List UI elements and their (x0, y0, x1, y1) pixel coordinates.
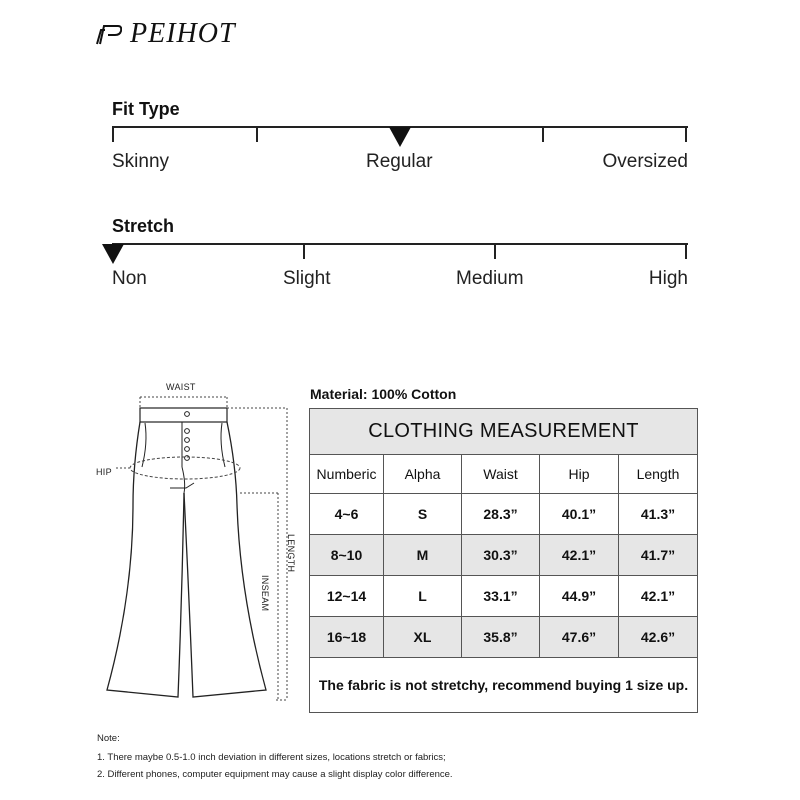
header-hip: Hip (540, 455, 619, 494)
hip-label: HIP (96, 467, 112, 477)
stretch-scale-line (112, 243, 688, 245)
stretch-tick (303, 243, 305, 259)
cell-waist: 30.3” (462, 535, 540, 576)
brand-name: PEIHOT (130, 18, 236, 49)
table-row (310, 535, 698, 576)
fit-type-label-regular: Regular (366, 151, 433, 172)
note-item: 2. Different phones, computer equipment may cause a slight display color difference. (97, 769, 453, 780)
fit-type-tick (112, 126, 114, 142)
table-row (310, 576, 698, 617)
length-label: LENGTH (286, 534, 296, 573)
stretch-label-medium: Medium (456, 268, 524, 289)
header-waist: Waist (462, 455, 540, 494)
stretch-indicator-icon (102, 244, 124, 264)
cell-hip: 40.1” (540, 494, 619, 535)
brand-logo (96, 18, 236, 50)
cell-waist: 33.1” (462, 576, 540, 617)
cell-waist: 28.3” (462, 494, 540, 535)
cell-alpha: M (384, 535, 462, 576)
cell-length: 41.7” (619, 535, 698, 576)
stretch-tick (685, 243, 687, 259)
header-numberic: Numberic (310, 455, 384, 494)
cell-alpha: XL (384, 617, 462, 658)
cell-hip: 47.6” (540, 617, 619, 658)
cell-alpha: L (384, 576, 462, 617)
table-row (310, 494, 698, 535)
fit-type-title: Fit Type (112, 99, 180, 119)
note-item: 1. There maybe 0.5-1.0 inch deviation in different sizes, locations stretch or fabrics; (97, 752, 446, 763)
fit-type-tick (685, 126, 687, 142)
stretch-label-high: High (648, 268, 688, 289)
stretch-label-slight: Slight (283, 268, 331, 289)
header-alpha: Alpha (384, 455, 462, 494)
stretch-tick (494, 243, 496, 259)
note-heading: Note: (97, 733, 120, 744)
stretch-label-non: Non (112, 268, 147, 289)
cell-numberic: 16~18 (310, 617, 384, 658)
measurement-table (309, 408, 698, 713)
fit-type-label-skinny: Skinny (112, 151, 170, 172)
table-header-row (310, 455, 698, 494)
stretch-title: Stretch (112, 216, 175, 236)
pants-diagram (90, 375, 305, 715)
fit-type-tick (256, 126, 258, 142)
header-length: Length (619, 455, 698, 494)
cell-numberic: 8~10 (310, 535, 384, 576)
table-footer-note: The fabric is not stretchy, recommend buying 1 size up. (310, 658, 698, 713)
fit-type-tick (542, 126, 544, 142)
cell-numberic: 12~14 (310, 576, 384, 617)
table-row (310, 617, 698, 658)
table-title: CLOTHING MEASUREMENT (310, 409, 698, 455)
cell-length: 41.3” (619, 494, 698, 535)
waist-label: WAIST (166, 382, 196, 392)
cell-waist: 35.8” (462, 617, 540, 658)
fit-type-label-oversized: Oversized (602, 151, 688, 172)
cell-length: 42.6” (619, 617, 698, 658)
brand-mark-icon (96, 22, 122, 46)
cell-hip: 44.9” (540, 576, 619, 617)
cell-alpha: S (384, 494, 462, 535)
fit-type-indicator-icon (389, 127, 411, 147)
material-text: Material: 100% Cotton (310, 386, 457, 402)
cell-length: 42.1” (619, 576, 698, 617)
cell-hip: 42.1” (540, 535, 619, 576)
inseam-label: INSEAM (260, 575, 270, 612)
cell-numberic: 4~6 (310, 494, 384, 535)
